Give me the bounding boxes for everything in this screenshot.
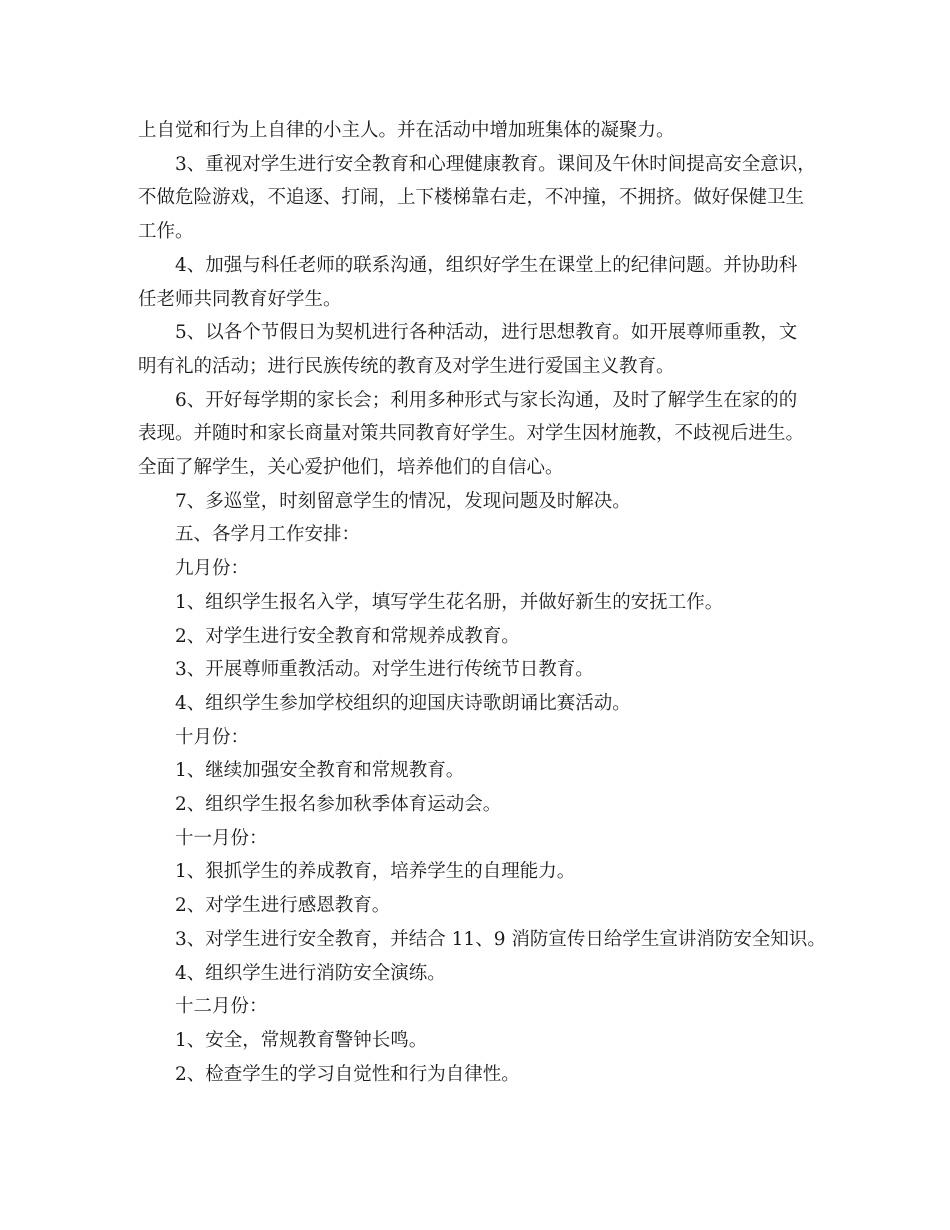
text-line: 十二月份： — [175, 996, 268, 1018]
text-line: 上自觉和行为上自律的小主人。并在活动中增加班集体的凝聚力。 — [138, 120, 675, 141]
text-line: 全面了解学生，关心爱护他们，培养他们的自信心。 — [138, 457, 564, 479]
text-line: 十一月份： — [175, 827, 268, 849]
text-line: 2、对学生进行安全教育和常规养成教育。 — [175, 625, 520, 647]
text-line: 4、加强与科任老师的联系沟通，组织好学生在课堂上的纪律问题。并协助科 — [175, 254, 798, 276]
text-line: 4、组织学生进行消防安全演练。 — [175, 962, 446, 984]
text-line: 明有礼的活动；进行民族传统的教育及对学生进行爱国主义教育。 — [138, 355, 675, 377]
text-line: 7、多巡堂，时刻留意学生的情况，发现问题及时解决。 — [175, 490, 631, 512]
text-line: 五、各学月工作安排： — [175, 524, 361, 546]
text-line: 3、对学生进行安全教育，并结合 11、9 消防宣传日给学生宣讲消防安全知识。 — [175, 928, 826, 950]
text-line: 1、安全，常规教育警钟长鸣。 — [175, 1029, 428, 1051]
text-line: 表现。并随时和家长商量对策共同教育好学生。对学生因材施教，不歧视后进生。 — [138, 423, 805, 445]
text-line: 九月份： — [175, 558, 250, 580]
text-line: 2、组织学生报名参加秋季体育运动会。 — [175, 794, 502, 816]
document-body — [138, 114, 826, 1091]
text-line: 4、组织学生参加学校组织的迎国庆诗歌朗诵比赛活动。 — [175, 692, 631, 714]
text-line: 十月份： — [175, 726, 250, 748]
text-line: 6、开好每学期的家长会；利用多种形式与家长沟通，及时了解学生在家的的 — [175, 389, 798, 411]
text-line: 2、检查学生的学习自觉性和行为自律性。 — [175, 1063, 520, 1085]
text-line: 不做危险游戏，不追逐、打闹，上下楼梯靠右走，不冲撞，不拥挤。做好保健卫生 — [138, 187, 805, 209]
text-line: 2、对学生进行感恩教育。 — [175, 895, 391, 917]
text-line: 1、组织学生报名入学，填写学生花名册，并做好新生的安抚工作。 — [175, 591, 724, 613]
text-line: 1、继续加强安全教育和常规教育。 — [175, 760, 465, 782]
text-line: 1、狠抓学生的养成教育，培养学生的自理能力。 — [175, 861, 576, 883]
text-line: 5、以各个节假日为契机进行各种活动，进行思想教育。如开展尊师重教，文 — [175, 322, 798, 344]
text-line: 工作。 — [138, 221, 194, 243]
text-line: 任老师共同教育好学生。 — [138, 288, 342, 310]
text-line: 3、开展尊师重教活动。对学生进行传统节日教育。 — [175, 659, 594, 681]
text-line: 3、重视对学生进行安全教育和心理健康教育。课间及午休时间提高安全意识， — [175, 153, 816, 175]
